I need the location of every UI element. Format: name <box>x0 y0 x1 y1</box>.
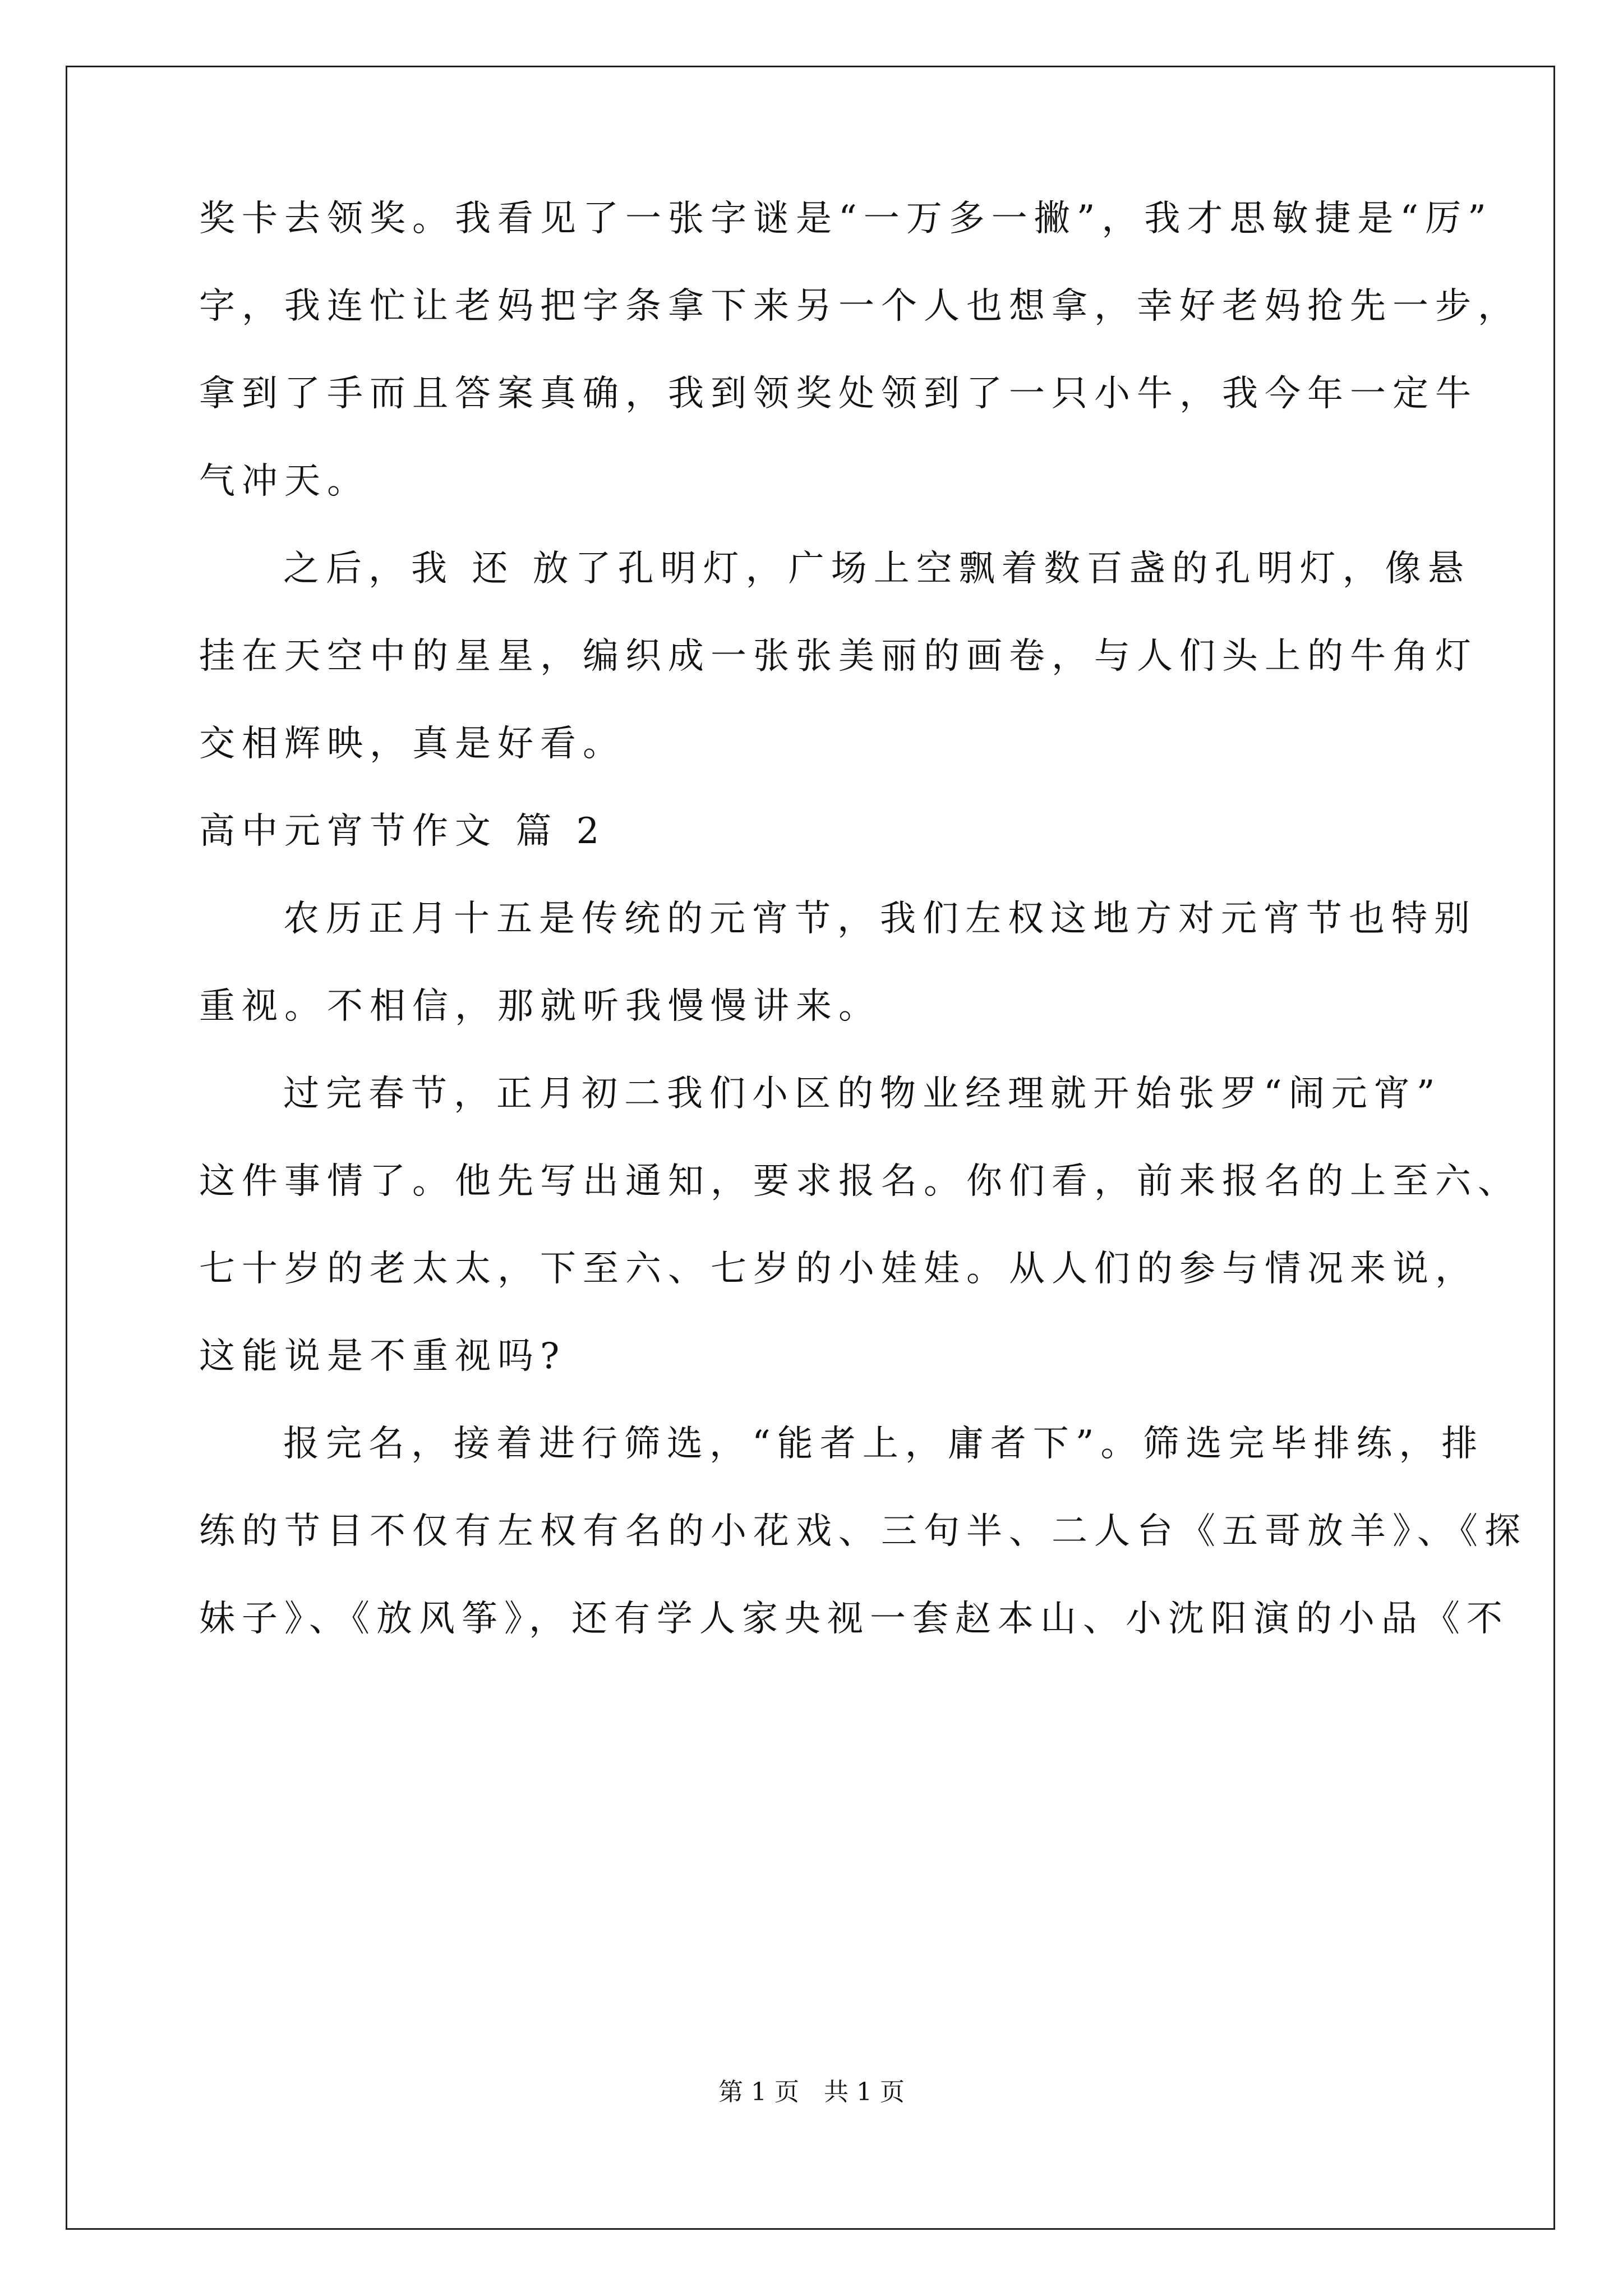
text-line: 交相辉映，真是好看。 <box>199 723 625 765</box>
text-line: 过完春节，正月初二我们小区的物业经理就开始张罗“闹元宵” <box>283 1073 1442 1115</box>
text-line: 妹子》、《放风筝》，还有学人家央视一套赵本山、小沈阳演的小品《不 <box>199 1598 1509 1640</box>
text-line: 气冲天。 <box>199 461 370 502</box>
text-line: 挂在天空中的星星，编织成一张张美丽的画卷，与人们头上的牛角灯 <box>199 636 1478 677</box>
text-line: 报完名，接着进行筛选，“能者上，庸者下”。筛选完毕排练，排 <box>283 1423 1484 1465</box>
text-line: 奖卡去领奖。我看见了一张字谜是“一万多一撇”，我才思敏捷是“厉” <box>199 198 1493 240</box>
text-line: 这件事情了。他先写出通知，要求报名。你们看，前来报名的上至六、 <box>199 1161 1520 1202</box>
text-line: 练的节目不仅有左权有名的小花戏、三句半、二人台《五哥放羊》、《探 <box>199 1511 1527 1552</box>
text-line: 农历正月十五是传统的元宵节，我们左权这地方对元宵节也特别 <box>283 898 1477 940</box>
text-line: 这能说是不重视吗? <box>199 1336 566 1377</box>
text-line: 七十岁的老太太，下至六、七岁的小娃娃。从人们的参与情况来说， <box>199 1248 1478 1290</box>
text-line: 之后，我 还 放了孔明灯，广场上空飘着数百盏的孔明灯，像悬 <box>283 548 1470 590</box>
text-line: 字，我连忙让老妈把字条拿下来另一个人也想拿，幸好老妈抢先一步， <box>199 286 1520 327</box>
page-footer: 第 1 页 共 1 页 <box>718 2078 905 2106</box>
text-line: 重视。不相信，那就听我慢慢讲来。 <box>199 986 881 1027</box>
section-heading: 高中元宵节作文 篇 2 <box>199 811 606 852</box>
text-line: 拿到了手而且答案真确，我到领奖处领到了一只小牛，我今年一定牛 <box>199 373 1478 415</box>
